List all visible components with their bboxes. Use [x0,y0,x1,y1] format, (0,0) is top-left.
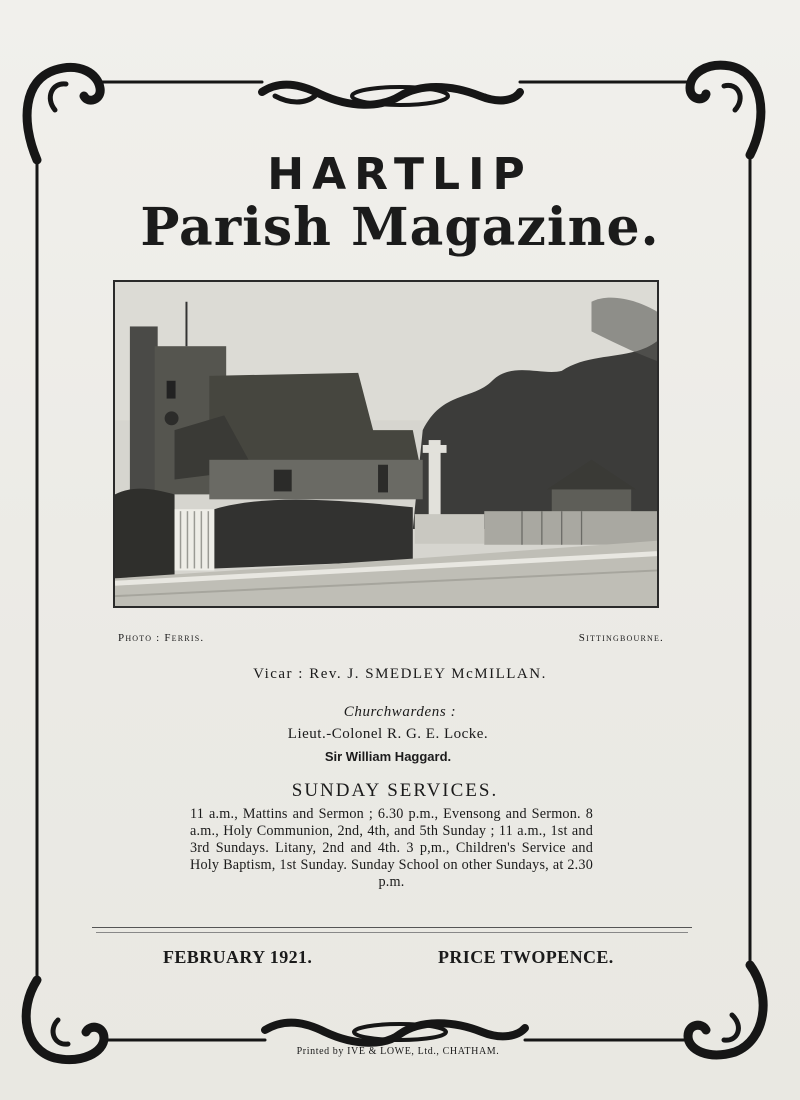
divider-rule [92,927,692,928]
church-photograph [113,280,659,608]
photo-credit: Photo : Ferris. [118,632,205,644]
issue-price: PRICE TWOPENCE. [438,947,614,967]
photo-location: Sittingbourne. [578,632,664,644]
churchwarden-name: Sir William Haggard. [324,749,452,764]
divider-rule [96,932,688,933]
masthead-title: HARTLIP [267,149,533,200]
churchwarden-name: Lieut.-Colonel R. G. E. Locke. [287,726,489,742]
printer-imprint: Printed by IVE & LOWE, Ltd., CHATHAM. [296,1046,500,1057]
vicar-line: Vicar : Rev. J. SMEDLEY McMILLAN. [253,666,547,682]
services-text: 11 a.m., Mattins and Sermon ; 6.30 p.m., Evensong and Sermon. 8 a.m., Holy Communion, 2nd, 4th, and 5th Sunday ; 11 a.m., 1st and 3rd Sundays. Litany, 2nd and 4th. 3 p,m., Children's Service and Holy Baptism, 1st Sunday. Sunday School on other Sundays, at 2.30 p.m. [190,806,593,890]
services-heading: SUNDAY SERVICES. [291,780,499,801]
issue-date: FEBRUARY 1921. [163,947,313,967]
masthead-subtitle: Parish Magazine. [140,197,660,258]
churchwardens-heading: Churchwardens : [343,704,457,720]
